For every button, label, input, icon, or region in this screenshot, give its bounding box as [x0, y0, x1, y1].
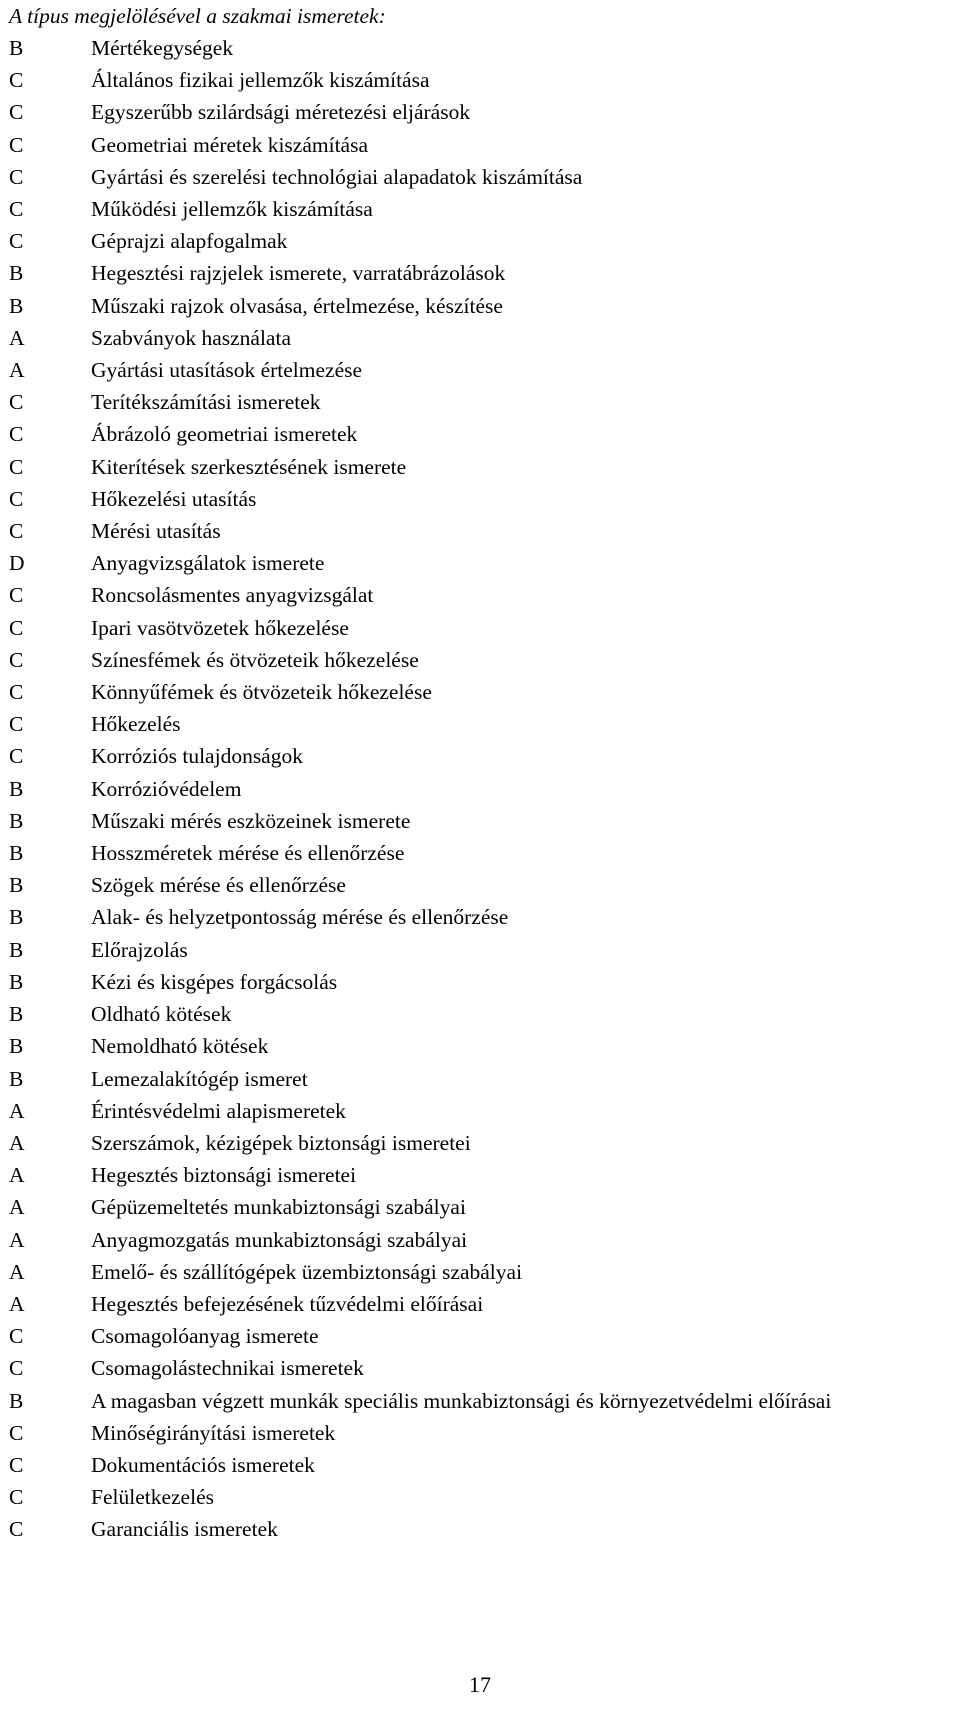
level-letter: B: [9, 776, 24, 801]
item-text: Előrajzolás: [91, 937, 188, 962]
item-text: Gyártási és szerelési technológiai alapadatok kiszámítása: [91, 164, 583, 189]
item-text: Színesfémek és ötvözeteik hőkezelése: [91, 647, 419, 672]
item-text: Hegesztés biztonsági ismeretei: [91, 1163, 357, 1188]
level-letter: C: [9, 615, 24, 640]
item-text: Általános fizikai jellemzők kiszámítása: [91, 68, 430, 93]
list-item: [9, 1385, 954, 1417]
item-text: Korróziós tulajdonságok: [91, 744, 303, 769]
level-letter: A: [9, 1098, 25, 1123]
item-text: Egyszerűbb szilárdsági méretezési eljárások: [91, 100, 471, 125]
list-item: [9, 483, 954, 515]
item-text: Működési jellemzők kiszámítása: [91, 197, 373, 222]
list-item: [9, 740, 954, 772]
level-letter: A: [9, 1227, 25, 1252]
item-text: Ábrázoló geometriai ismeretek: [91, 422, 358, 447]
item-text: Lemezalakítógép ismeret: [91, 1066, 308, 1091]
level-letter: C: [9, 1356, 24, 1381]
level-letter: C: [9, 1324, 24, 1349]
list-item: [9, 129, 954, 161]
item-text: Kézi és kisgépes forgácsolás: [91, 969, 338, 994]
level-letter: B: [9, 1002, 24, 1027]
level-letter: C: [9, 712, 24, 737]
list-item: [9, 934, 954, 966]
item-text: Szögek mérése és ellenőrzése: [91, 873, 346, 898]
list-item: [9, 1191, 954, 1223]
list-item: [9, 1224, 954, 1256]
item-text: Felületkezelés: [91, 1485, 214, 1510]
item-text: Terítékszámítási ismeretek: [91, 390, 321, 415]
item-text: Minőségirányítási ismeretek: [91, 1420, 336, 1445]
list-item: [9, 966, 954, 998]
list-item: [9, 322, 954, 354]
list-item: [9, 805, 954, 837]
list-item: [9, 1449, 954, 1481]
list-item: [9, 290, 954, 322]
item-text: Geometriai méretek kiszámítása: [91, 132, 368, 157]
item-text: Érintésvédelmi alapismeretek: [91, 1098, 346, 1123]
item-text: Hosszméretek mérése és ellenőrzése: [91, 841, 405, 866]
level-letter: C: [9, 1517, 24, 1542]
list-item: [9, 225, 954, 257]
level-letter: B: [9, 873, 24, 898]
item-text: Csomagolóanyag ismerete: [91, 1324, 319, 1349]
list-item: [9, 193, 954, 225]
item-text: Szabványok használata: [91, 325, 291, 350]
level-letter: A: [9, 358, 25, 383]
level-letter: B: [9, 1388, 24, 1413]
list-item: [9, 257, 954, 289]
level-letter: A: [9, 1291, 25, 1316]
item-text: Anyagmozgatás munkabiztonsági szabályai: [91, 1227, 468, 1252]
list-item: [9, 644, 954, 676]
list-item: [9, 579, 954, 611]
list-item: [9, 1352, 954, 1384]
item-text: Nemoldható kötések: [91, 1034, 269, 1059]
level-letter: B: [9, 261, 24, 286]
level-letter: C: [9, 422, 24, 447]
level-letter: C: [9, 68, 24, 93]
level-letter: C: [9, 454, 24, 479]
level-letter: B: [9, 36, 24, 60]
level-letter: C: [9, 647, 24, 672]
item-text: Korrózióvédelem: [91, 776, 242, 801]
level-letter: C: [9, 519, 24, 544]
level-letter: C: [9, 164, 24, 189]
item-text: Csomagolástechnikai ismeretek: [91, 1356, 364, 1381]
knowledge-list: [9, 32, 954, 1546]
list-item: [9, 837, 954, 869]
item-text: Garanciális ismeretek: [91, 1517, 278, 1542]
item-text: Szerszámok, kézigépek biztonsági ismeretei: [91, 1130, 471, 1155]
item-text: Könnyűfémek és ötvözeteik hőkezelése: [91, 680, 432, 705]
level-letter: B: [9, 293, 24, 318]
level-letter: C: [9, 197, 24, 222]
item-text: Emelő- és szállítógépek üzembiztonsági szabályai: [91, 1259, 523, 1284]
list-item: [9, 1095, 954, 1127]
list-item: [9, 998, 954, 1030]
level-letter: D: [9, 551, 25, 576]
item-text: Gépüzemeltetés munkabiztonsági szabályai: [91, 1195, 466, 1220]
list-item: [9, 1159, 954, 1191]
level-letter: C: [9, 486, 24, 511]
level-letter: A: [9, 1130, 25, 1155]
item-text: Ipari vasötvözetek hőkezelése: [91, 615, 349, 640]
section-heading: A típus megjelölésével a szakmai ismeretek:: [9, 4, 386, 28]
list-item: [9, 901, 954, 933]
item-text: Dokumentációs ismeretek: [91, 1452, 315, 1477]
level-letter: B: [9, 905, 24, 930]
level-letter: C: [9, 390, 24, 415]
list-item: [9, 418, 954, 450]
item-text: Gyártási utasítások értelmezése: [91, 358, 363, 383]
list-item: [9, 1063, 954, 1095]
level-letter: B: [9, 969, 24, 994]
level-letter: B: [9, 937, 24, 962]
item-text: Mértékegységek: [91, 36, 234, 60]
level-letter: B: [9, 1034, 24, 1059]
list-item: [9, 773, 954, 805]
level-letter: A: [9, 1195, 25, 1220]
list-item: [9, 1513, 954, 1545]
level-letter: C: [9, 100, 24, 125]
item-text: Anyagvizsgálatok ismerete: [91, 551, 325, 576]
item-text: Géprajzi alapfogalmak: [91, 229, 288, 254]
item-text: Hegesztés befejezésének tűzvédelmi előírásai: [91, 1291, 484, 1316]
item-text: A magasban végzett munkák speciális munkabiztonsági és környezetvédelmi előírásai: [91, 1388, 832, 1413]
item-text: Oldható kötések: [91, 1002, 232, 1027]
list-item: [9, 869, 954, 901]
list-item: [9, 612, 954, 644]
list-item: [9, 1481, 954, 1513]
page-number: 17: [469, 1672, 491, 1697]
list-item: [9, 64, 954, 96]
item-text: Hőkezelés: [91, 712, 181, 737]
list-item: [9, 1417, 954, 1449]
list-item: [9, 386, 954, 418]
list-item: [9, 32, 954, 64]
list-item: [9, 161, 954, 193]
list-item: [9, 1320, 954, 1352]
level-letter: A: [9, 1163, 25, 1188]
level-letter: B: [9, 841, 24, 866]
item-text: Hegesztési rajzjelek ismerete, varratábrázolások: [91, 261, 506, 286]
level-letter: C: [9, 744, 24, 769]
item-text: Alak- és helyzetpontosság mérése és ellenőrzése: [91, 905, 509, 930]
list-item: [9, 708, 954, 740]
item-text: Műszaki mérés eszközeinek ismerete: [91, 808, 411, 833]
list-item: [9, 96, 954, 128]
level-letter: C: [9, 1420, 24, 1445]
level-letter: C: [9, 1452, 24, 1477]
level-letter: C: [9, 1485, 24, 1510]
level-letter: A: [9, 325, 25, 350]
level-letter: B: [9, 808, 24, 833]
list-item: [9, 547, 954, 579]
item-text: Kiterítések szerkesztésének ismerete: [91, 454, 407, 479]
list-item: [9, 1127, 954, 1159]
list-item: [9, 1256, 954, 1288]
level-letter: C: [9, 583, 24, 608]
item-text: Roncsolásmentes anyagvizsgálat: [91, 583, 374, 608]
level-letter: A: [9, 1259, 25, 1284]
list-item: [9, 354, 954, 386]
list-item: [9, 451, 954, 483]
list-item: [9, 676, 954, 708]
item-text: Mérési utasítás: [91, 519, 221, 544]
level-letter: C: [9, 229, 24, 254]
level-letter: C: [9, 132, 24, 157]
list-item: [9, 1288, 954, 1320]
item-text: Hőkezelési utasítás: [91, 486, 257, 511]
level-letter: B: [9, 1066, 24, 1091]
item-text: Műszaki rajzok olvasása, értelmezése, készítése: [91, 293, 503, 318]
list-item: [9, 515, 954, 547]
list-item: [9, 1030, 954, 1062]
level-letter: C: [9, 680, 24, 705]
